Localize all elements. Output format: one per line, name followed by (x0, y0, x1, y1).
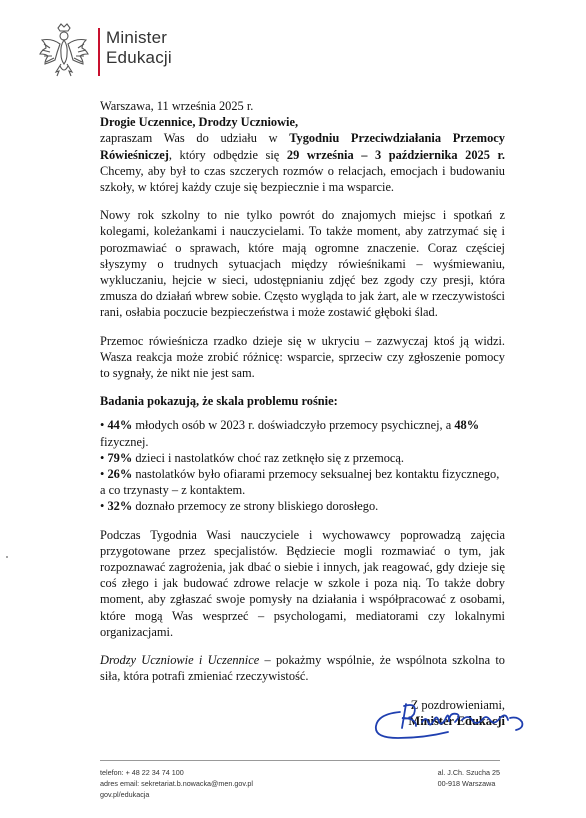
letter-greeting: Drogie Uczennice, Drodzy Uczniowie, (100, 115, 299, 130)
bullet: • (100, 499, 105, 514)
footer (100, 767, 500, 800)
stat-value: 48% (454, 418, 480, 433)
text-run: Chcemy, aby był to czas szczerych rozmów o relacjach, emocjach i budowaniu szkoły, w której każdy czuje się bezpiecznie i ma wsparcie. (100, 163, 505, 195)
bullet: • (100, 450, 105, 465)
letterhead (36, 22, 172, 86)
closing-phrase: Z pozdrowieniami, (410, 697, 505, 712)
stat-text: doznało przemocy ze strony bliskiego dorosłego. (132, 499, 379, 514)
scan-speck (6, 556, 8, 558)
footer-address (438, 767, 500, 800)
stat-text: dzieci i nastolatków choć raz zetknęło się z przemocą. (132, 450, 405, 465)
signer-title: Minister Edukacji (408, 713, 505, 728)
footer-email: adres email: sekretariat.b.nowacka@men.gov.pl (100, 779, 253, 788)
brand-line-1: Minister (106, 28, 168, 47)
text-run: , który odbędzie się (168, 147, 287, 162)
stat-value: 44% (107, 418, 133, 433)
stats-heading: Badania pokazują, że skala problemu rośnie: (100, 394, 338, 409)
stat-item (100, 450, 505, 466)
paragraph-context: Nowy rok szkolny to nie tylko powrót do znajomych miejsc i spotkań z kolegami, koleżankami i nauczycielami. To także moment, aby zatrzymać się i porozmawiać o sprawach, które mają ogromne znaczenie. Coraz częściej słyszymy o trudnych sytuacjach między rówieśnikami – wyśmiewaniu, wykluczaniu, hejcie w sieci, udostępnianiu zdjęć bez zgody czy presji, która zmusza do działań wbrew sobie. Często wygląda to jak żart, ale w rzeczywistości rani, osłabia poczucie bezpieczeństwa i może zostawić głęboki ślad. (100, 208, 505, 320)
stat-text: fizycznej. (100, 434, 149, 449)
handwritten-signature (370, 692, 530, 744)
stat-item (100, 417, 505, 449)
stat-value: 79% (107, 450, 133, 465)
paragraph-activities: Podczas Tygodnia Wasi nauczyciele i wychowawcy poprowadzą zajęcia przygotowane przez specjalistów. Będziecie mogli rozmawiać o tym, jak rozpoznawać zagrożenia, jak dbać o siebie i innych, jak reagować, gdy dzieje się coś złego i jak budować zdrowe relacje w szkole i poza nią. To także dobry moment, aby zgłaszać swoje pomysły na działania i współpracować z osobami, które mogą Was wesprzeć – psychologami, mediatorami czy lokalnymi organizacjami. (100, 527, 505, 639)
brand-line-2: Edukacji (106, 48, 172, 67)
stat-value: 32% (107, 499, 133, 514)
event-name: Tygodniu Przeciwdziałania Przemocy Rówieśniczej (100, 131, 505, 162)
ministry-wordmark (98, 28, 172, 76)
address-italic: Drodzy Uczniowie i Uczennice (100, 653, 260, 668)
footer-divider (100, 760, 500, 761)
letter-date: Warszawa, 11 września 2025 r. (100, 99, 254, 113)
stat-value: 26% (107, 467, 133, 482)
event-dates: 29 września – 3 października 2025 r. (286, 147, 505, 162)
polish-eagle-icon (36, 22, 92, 82)
footer-address-line1: al. J.Ch. Szucha 25 (437, 768, 500, 777)
stats-list (100, 417, 505, 514)
text-run: zapraszam Was do udziału w (100, 131, 290, 146)
footer-phone: telefon: + 48 22 34 74 100 (100, 768, 184, 777)
paragraph-reaction: Przemoc rówieśnicza rzadko dzieje się w ukryciu – zazwyczaj ktoś ją widzi. Wasza reakcja może zrobić różnicę: wsparcie, sprzeciw czy zgłoszenie pomocy to sygnały, że nikt nie jest sam. (100, 333, 505, 381)
footer-website: gov.pl/edukacja (100, 790, 150, 799)
stat-item (100, 466, 505, 498)
letter-body (100, 98, 505, 729)
text-run: – pokażmy wspólnie, że wspólnota szkolna to siła, która potrafi zmieniać rzeczywistość. (100, 653, 505, 684)
footer-contact (100, 767, 253, 800)
stat-item (100, 498, 505, 514)
bullet: • (100, 418, 105, 433)
footer-address-line2: 00-918 Warszawa (437, 779, 496, 788)
paragraph-closing (100, 652, 505, 684)
stat-text: młodych osób w 2023 r. doświadczyło przemocy psychicznej, a (132, 418, 455, 433)
paragraph-invitation (100, 130, 505, 195)
bullet: • (100, 467, 105, 482)
stat-text: nastolatków było ofiarami przemocy seksualnej bez kontaktu fizycznego, a co trzynasty – z kontaktem. (100, 467, 500, 498)
